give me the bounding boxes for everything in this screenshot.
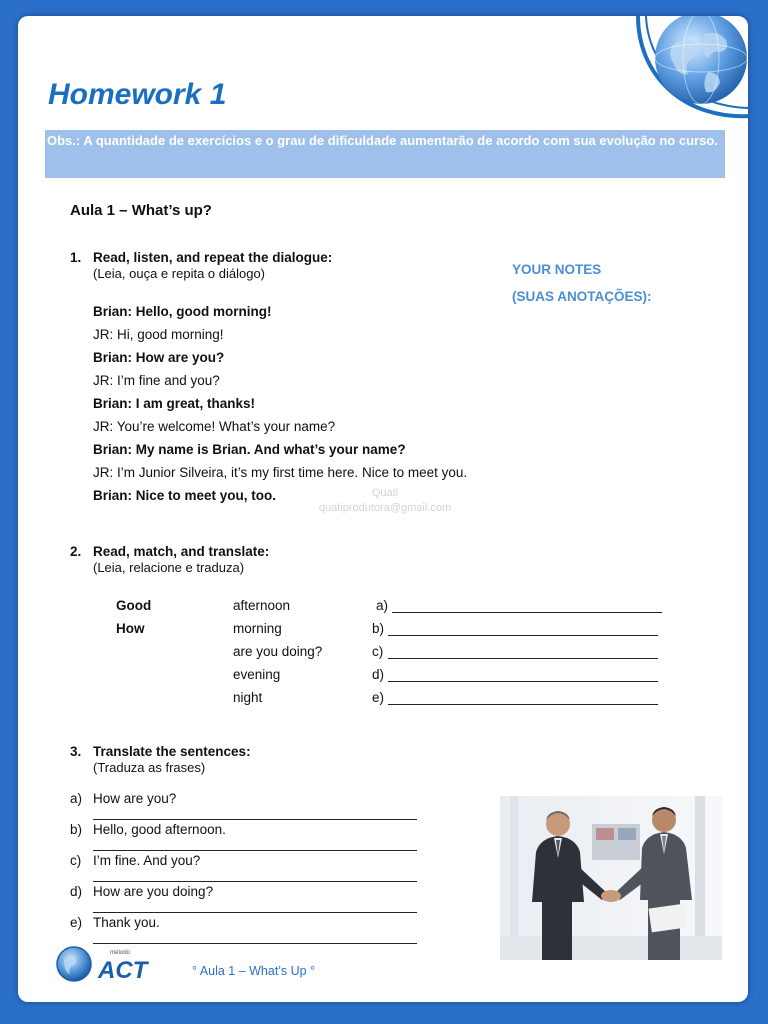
match-middle-word: morning [233,621,282,636]
match-middle-word: afternoon [233,598,291,613]
answer-letter: d) [372,667,385,682]
notes-subtitle: (SUAS ANOTAÇÕES): [512,289,652,304]
handshake-photo [500,796,722,960]
exercise-1-heading: Read, listen, and repeat the dialogue: [93,250,333,265]
globe-icon [634,16,748,122]
dialogue-line: JR: Hi, good morning! [93,327,224,342]
answer-line[interactable] [388,681,658,682]
answer-line[interactable] [388,635,658,636]
dialogue-line: Brian: Nice to meet you, too. [93,488,277,503]
exercise-3-number: 3. [70,744,82,759]
answer-letter: b) [372,621,385,636]
sentence-letter: c) [70,853,82,868]
answer-line[interactable] [392,612,662,613]
sentence-text: Thank you. [93,915,160,930]
logo-small-text: método [110,950,131,956]
answer-line[interactable] [388,704,658,705]
exercise-3-heading: Translate the sentences: [93,744,251,759]
sentence-text: Hello, good afternoon. [93,822,226,837]
exercise-3-subheading: (Traduza as frases) [93,760,206,775]
answer-letter: a) [376,598,389,613]
dialogue-line: JR: I’m Junior Silveira, it’s my first time here. Nice to meet you. [93,465,468,480]
sentence-text: How are you doing? [93,884,214,899]
sentence-letter: e) [70,915,83,930]
translation-line[interactable] [93,912,417,913]
dialogue-line: JR: I’m fine and you? [93,373,220,388]
match-middle-word: evening [233,667,281,682]
exercise-2-heading: Read, match, and translate: [93,544,270,559]
page-title: Homework 1 [48,78,227,111]
match-middle-word: night [233,690,263,705]
sentence-text: I’m fine. And you? [93,853,201,868]
logo-brand-text: ACT [98,957,148,982]
sentence-letter: b) [70,822,83,837]
act-logo [56,946,166,982]
sentence-text: How are you? [93,791,177,806]
dialogue-line: Brian: How are you? [93,350,225,365]
translation-line[interactable] [93,943,417,944]
dialogue-line: JR: You’re welcome! What’s your name? [93,419,336,434]
worksheet-page [18,16,748,1002]
notes-area [512,256,652,310]
translation-line[interactable] [93,819,417,820]
sentence-letter: d) [70,884,83,899]
exercise-1-subheading: (Leia, ouça e repita o diálogo) [93,266,266,281]
dialogue-line: Brian: My name is Brian. And what’s your name? [93,442,406,457]
watermark-name: Quati [371,487,399,499]
dialogue-line: Brian: Hello, good morning! [93,304,272,319]
answer-line[interactable] [388,658,658,659]
dialogue-line: Brian: I am great, thanks! [93,396,256,411]
sentence-letter: a) [70,791,83,806]
exercise-2-number: 2. [70,544,82,559]
observation-banner: Obs.: A quantidade de exercícios e o grau de dificuldade aumentarão de acordo com sua evolução no curso. [45,130,725,178]
watermark-email: quatiprodutora@gmail.com [318,502,452,514]
exercise-2-subheading: (Leia, relacione e traduza) [93,560,245,575]
notes-title: YOUR NOTES [512,262,602,277]
answer-letter: c) [372,644,384,659]
match-left-word: How [116,621,145,636]
lesson-heading: Aula 1 – What’s up? [70,202,212,219]
watermark [298,486,472,516]
answer-letter: e) [372,690,385,705]
match-middle-word: are you doing? [233,644,323,659]
page-footer: ° Aula 1 – What’s Up ° [192,964,316,978]
translation-line[interactable] [93,850,417,851]
exercise-1-number: 1. [70,250,82,265]
translation-line[interactable] [93,881,417,882]
match-left-word: Good [116,598,152,613]
